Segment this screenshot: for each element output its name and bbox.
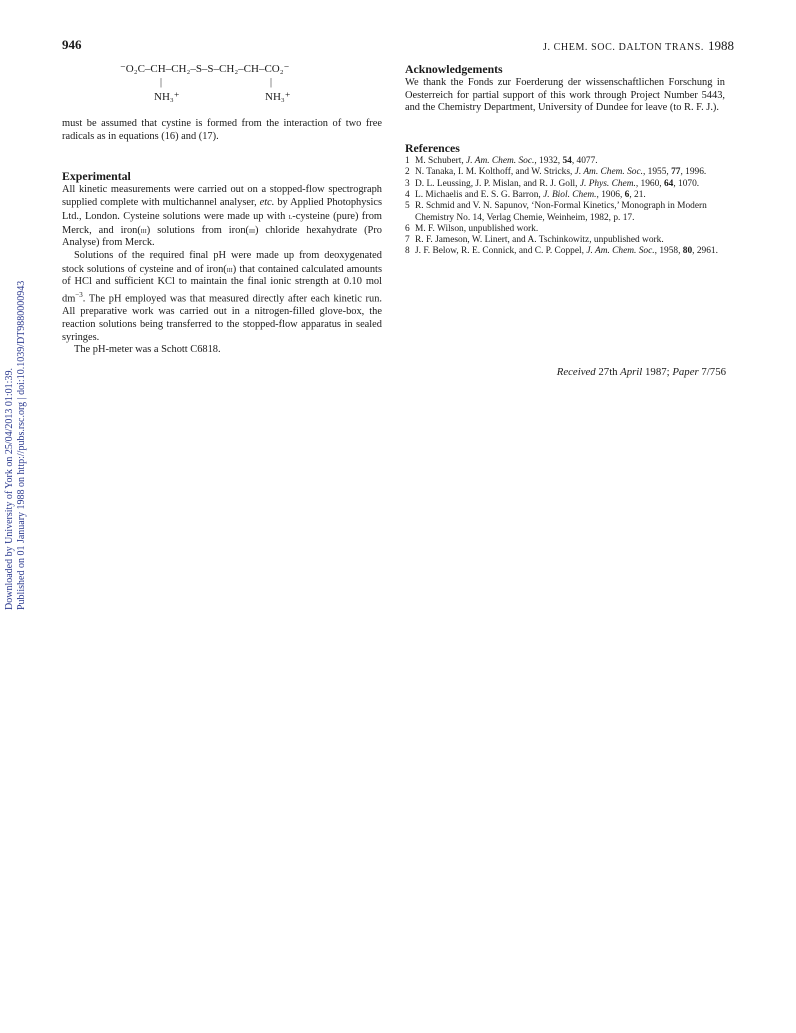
reference-item: 2 N. Tanaka, I. M. Kolthoff, and W. Stricks, J. Am. Chem. Soc., 1955, 77, 1996. xyxy=(405,167,707,178)
reference-item: 5 R. Schmid and V. N. Sapunov, ‘Non-Formal Kinetics,’ Monograph in Modern Chemistry No. 14, Verlag Chemie, Weinheim, 1982, p. 17. xyxy=(405,201,707,223)
formula-bond-right: | xyxy=(270,77,273,88)
intro-paragraph: must be assumed that cystine is formed from the interaction of two free radicals as in equations (16) and (17). xyxy=(62,118,382,142)
formula-nh3-right: NH₃⁺ xyxy=(265,91,291,103)
experimental-paragraph-3: The pH-meter was a Schott C6818. xyxy=(74,344,221,356)
left-column xyxy=(62,118,382,357)
download-info-sidebar xyxy=(4,281,28,610)
received-line: Received 27th April 1987; Paper 7/756 xyxy=(556,366,726,378)
reference-item: 1 M. Schubert, J. Am. Chem. Soc., 1932, 54, 4077. xyxy=(405,156,598,167)
reference-item: 6 M. F. Wilson, unpublished work. xyxy=(405,223,539,234)
page-number: 946 xyxy=(62,37,82,52)
formula-bond-left: | xyxy=(160,77,163,88)
references-heading: References xyxy=(405,141,460,156)
formula-nh3-left: NH₃⁺ xyxy=(154,91,180,103)
acknowledgements-heading: Acknowledgements xyxy=(405,62,503,76)
journal-name: J. CHEM. SOC. DALTON TRANS. xyxy=(542,42,704,53)
reference-item: 7 R. F. Jameson, W. Linert, and A. Tschinkowitz, unpublished work. xyxy=(405,235,664,246)
journal-year: 1988 xyxy=(708,38,734,53)
formula-main-chain: ⁻O₂C–CH–CH₂–S–S–CH₂–CH–CO₂⁻ xyxy=(120,63,290,75)
reference-item: 3 D. L. Leussing, J. P. Mislan, and R. J. Goll, J. Phys. Chem., 1960, 64, 1070. xyxy=(405,178,700,189)
experimental-heading: Experimental xyxy=(62,169,131,184)
doi-info-line: Published on 01 January 1988 on http://pubs.rsc.org | doi:10.1039/DT9880000943 xyxy=(16,280,27,610)
experimental-paragraph-1: All kinetic measurements were carried out on a stopped-flow spectrograph supplied complete with multichannel analyser, etc. by Applied Photophysics Ltd., London. Cysteine solutions were made up with l-cysteine (pure) from Merck, and iron(iii) solutions from iron(iii) chloride hexahydrate (Pro Analyse) from Merck. xyxy=(62,184,382,249)
acknowledgements-text: We thank the Fonds zur Foerderung der wissenschaftlichen Forschung in Oesterreich for partial support of this work through Project Number 5443, and the Chemistry Department, University of Dundee for leave (to R. F. J.). xyxy=(405,77,725,114)
right-column xyxy=(405,62,725,258)
reference-item: 8 J. F. Below, R. E. Connick, and C. P. Coppel, J. Am. Chem. Soc., 1958, 80, 2961. xyxy=(405,246,718,257)
experimental-paragraph-2: Solutions of the required final pH were made up from deoxygenated stock solutions of cysteine and of iron(iii) that contained calculated amounts of HCl and sufficient KCl to maintain the final ionic strength at 0.10 mol $dm^{-3}$. The pH employed was that measured directly after each kinetic run. All preparative work was carried out in a nitrogen-filled glove-box, the reaction solutions being transferred to the stopped-flow apparatus in sealed syringes. xyxy=(62,249,382,343)
download-info-line: Downloaded by University of York on 25/04/2013 01:01:39. xyxy=(4,368,15,610)
references-list xyxy=(405,156,725,258)
cystine-formula xyxy=(120,62,360,106)
running-head xyxy=(543,38,734,54)
reference-item: 4 L. Michaelis and E. S. G. Barron, J. Biol. Chem., 1906, 6, 21. xyxy=(405,190,646,200)
